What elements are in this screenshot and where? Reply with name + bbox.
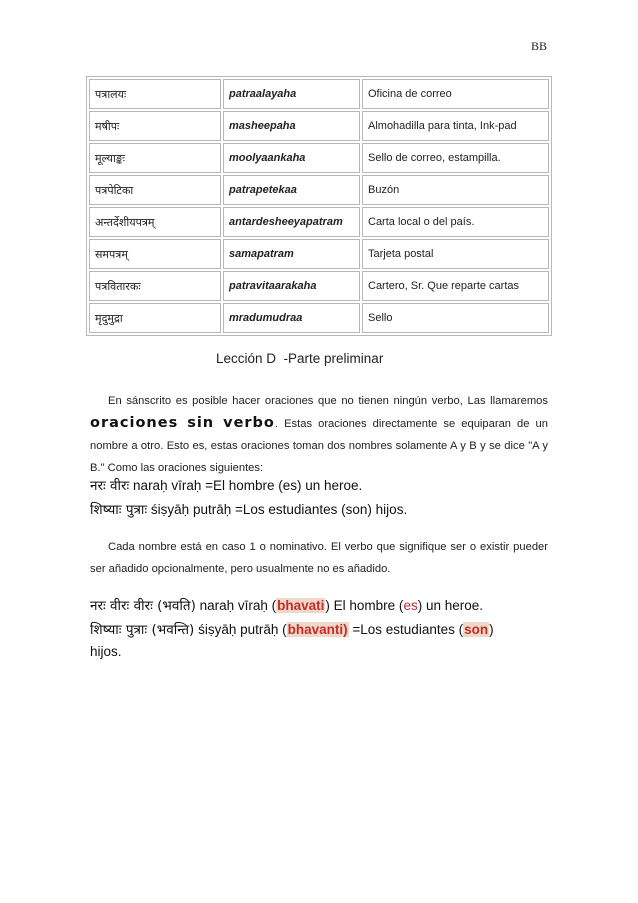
example-sentence-3 xyxy=(90,596,483,614)
vocab-transliteration-cell: masheepaha xyxy=(223,111,360,141)
example-3-devanagari: नरः वीरः वीरः (भवति) xyxy=(90,598,196,614)
example-1-devanagari: नरः वीरः xyxy=(90,478,130,494)
vocab-row xyxy=(89,111,549,141)
example-4-text: śiṣyāḥ putrāḥ ( xyxy=(194,622,287,637)
lesson-title: Lección D -Parte preliminar xyxy=(216,351,384,366)
vocab-transliteration-cell: patrapetekaa xyxy=(223,175,360,205)
emphasis-term: oraciones sin verbo xyxy=(90,415,275,431)
vocab-row xyxy=(89,239,549,269)
vocab-spanish-cell: Cartero, Sr. Que reparte cartas xyxy=(362,271,549,301)
vocab-row xyxy=(89,271,549,301)
vocab-spanish-cell: Carta local o del país. xyxy=(362,207,549,237)
nominative-paragraph: Cada nombre está en caso 1 o nominativo. El verbo que signifique ser o existir pueder ser añadido opcionalmente, pero usualmente no es añadido. xyxy=(90,541,548,575)
example-2-devanagari: शिष्याः पुत्राः xyxy=(90,502,148,518)
vocab-transliteration-cell: patravitaarakaha xyxy=(223,271,360,301)
vocab-transliteration-cell: samapatram xyxy=(223,239,360,269)
example-4-devanagari: शिष्याः पुत्राः (भवन्ति) xyxy=(90,622,195,638)
vocab-transliteration-cell: moolyaankaha xyxy=(223,143,360,173)
intro-paragraph xyxy=(90,390,548,479)
vocab-spanish-cell: Sello de correo, estampilla. xyxy=(362,143,549,173)
verb-highlight-bhavanti: bhavanti) xyxy=(287,622,348,637)
page-header-label: BB xyxy=(530,39,547,53)
vocabulary-table xyxy=(86,76,552,336)
example-sentence-4 xyxy=(90,620,494,638)
vocab-devanagari-cell: पत्रालयः xyxy=(89,79,221,109)
vocab-row xyxy=(89,303,549,333)
example-2-text: śiṣyāḥ putrāḥ =Los estudiantes (son) hijos. xyxy=(147,502,408,517)
vocab-transliteration-cell: mradumudraa xyxy=(223,303,360,333)
example-3-translation: ) El hombre ( xyxy=(325,598,404,613)
vocab-spanish-cell: Almohadilla para tinta, Ink-pad xyxy=(362,111,549,141)
vocab-spanish-cell: Sello xyxy=(362,303,549,333)
verb-son: son xyxy=(464,622,489,637)
vocab-devanagari-cell: समपत्रम् xyxy=(89,239,221,269)
vocab-transliteration-cell: patraalayaha xyxy=(223,79,360,109)
example-4-end: ) xyxy=(489,622,494,637)
vocab-devanagari-cell: पत्रवितारकः xyxy=(89,271,221,301)
example-3-text: naraḥ vīraḥ ( xyxy=(195,598,277,613)
vocab-devanagari-cell: पत्रपेटिका xyxy=(89,175,221,205)
intro-text-start: En sánscrito es posible hacer oraciones que no tienen ningún verbo, Las llamaremos xyxy=(108,395,548,407)
verb-highlight-bhavati: bhavati xyxy=(277,598,325,613)
vocab-devanagari-cell: मषीपः xyxy=(89,111,221,141)
example-1-text: naraḥ vīraḥ =El hombre (es) un heroe. xyxy=(129,478,363,493)
vocab-row xyxy=(89,207,549,237)
vocab-row xyxy=(89,79,549,109)
example-sentence-2 xyxy=(90,500,407,518)
vocab-devanagari-cell: मृदुमुद्रा xyxy=(89,303,221,333)
vocab-row xyxy=(89,143,549,173)
vocab-devanagari-cell: अन्तर्देशीयपत्रम् xyxy=(89,207,221,237)
vocab-transliteration-cell: antardesheeyapatram xyxy=(223,207,360,237)
vocab-spanish-cell: Oficina de correo xyxy=(362,79,549,109)
vocab-devanagari-cell: मूल्याङ्कः xyxy=(89,143,221,173)
intro-text-end: . Estas oraciones directamente se equiparan de un nombre a otro. Esto es, estas oraciones toman dos nombres solamente A y B y se dice "A y B." Como las oraciones siguientes: xyxy=(90,418,548,474)
example-3-end: ) un heroe. xyxy=(417,598,483,613)
example-sentence-1 xyxy=(90,476,362,494)
vocab-row xyxy=(89,175,549,205)
example-4-continuation: hijos. xyxy=(90,644,122,659)
verb-es: es xyxy=(403,598,418,613)
vocab-spanish-cell: Tarjeta postal xyxy=(362,239,549,269)
vocab-spanish-cell: Buzón xyxy=(362,175,549,205)
example-4-translation: =Los estudiantes ( xyxy=(348,622,464,637)
